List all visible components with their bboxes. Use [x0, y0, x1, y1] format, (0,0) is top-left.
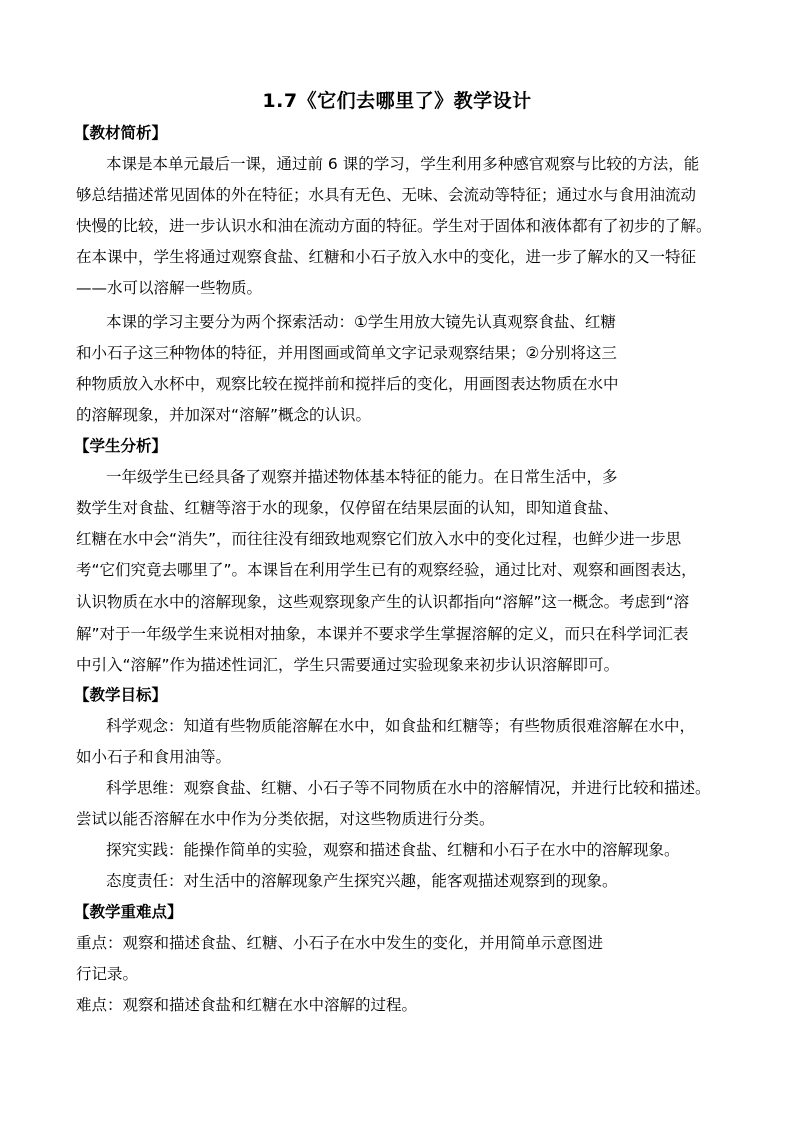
body-line: 数学生对食盐、红糖等溶于水的现象，仅停留在结果层面的认知，即知道食盐、	[76, 499, 619, 517]
body-line: 在本课中，学生将通过观察食盐、红糖和小石子放入水中的变化，进一步了解水的又一特征	[76, 248, 697, 266]
body-line: 中引入“溶解”作为描述性词汇，学生只需要通过实验现象来初步认识溶解即可。	[76, 656, 620, 674]
body-line: 一年级学生已经具备了观察并描述物体基本特征的能力。在日常生活中，多	[106, 468, 618, 486]
section-heading: 【学生分析】	[74, 437, 168, 455]
body-line: 难点：观察和描述食盐和红糖在水中溶解的过程。	[76, 996, 418, 1014]
body-line: 考“它们究竟去哪里了”。本课旨在利用学生已有的观察经验，通过比对、观察和画图表达，	[76, 561, 697, 579]
body-line: 认识物质在水中的溶解现象，这些观察现象产生的认识都指向“溶解”这一概念。考虑到“溶	[76, 593, 690, 611]
body-line: 科学观念：知道有些物质能溶解在水中，如食盐和红糖等；有些物质很难溶解在水中，	[106, 717, 696, 735]
body-line: 的溶解现象，并加深对“溶解”概念的认识。	[76, 406, 372, 424]
body-line: 红糖在水中会“消失”，而往往没有细致地观察它们放入水中的变化过程，也鲜少进一步思	[76, 530, 682, 548]
body-line: 态度责任：对生活中的溶解现象产生探究兴趣，能客观描述观察到的现象。	[106, 872, 618, 890]
body-line: 尝试以能否溶解在水中作为分类依据，对这些物质进行分类。	[76, 810, 495, 828]
body-line: 和小石子这三种物体的特征，并用图画或简单文字记录观察结果；②分别将这三	[76, 344, 617, 362]
body-line: 本课的学习主要分为两个探索活动：①学生用放大镜先认真观察食盐、红糖	[106, 313, 616, 331]
body-line: 如小石子和食用油等。	[76, 748, 232, 766]
section-heading: 【教学重难点】	[74, 903, 183, 921]
body-line: 够总结描述常见固体的外在特征；水具有无色、无味、会流动等特征；通过水与食用油流动	[76, 186, 697, 204]
body-line: 解”对于一年级学生来说相对抽象，本课并不要求学生掌握溶解的定义，而只在科学词汇表	[76, 625, 689, 643]
body-line: ——水可以溶解一些物质。	[76, 279, 263, 297]
body-line: 快慢的比较，进一步认识水和油在流动方面的特征。学生对于固体和液体都有了初步的了解。	[76, 217, 712, 235]
body-line: 探究实践：能操作简单的实验，观察和描述食盐、红糖和小石子在水中的溶解现象。	[106, 841, 680, 859]
section-heading: 【教学目标】	[74, 686, 168, 704]
page-title: 1.7《它们去哪里了》教学设计	[262, 90, 532, 112]
body-line: 行记录。	[76, 965, 139, 983]
body-line: 重点：观察和描述食盐、红糖、小石子在水中发生的变化，并用简单示意图进	[76, 934, 604, 952]
body-line: 科学思维：观察食盐、红糖、小石子等不同物质在水中的溶解情况，并进行比较和描述。	[106, 779, 711, 797]
section-heading: 【教材简析】	[74, 124, 168, 142]
body-line: 种物质放入水杯中，观察比较在搅拌前和搅拌后的变化，用画图表达物质在水中	[76, 375, 619, 393]
body-line: 本课是本单元最后一课，通过前 6 课的学习，学生利用多种感官观察与比较的方法，能	[106, 155, 700, 173]
